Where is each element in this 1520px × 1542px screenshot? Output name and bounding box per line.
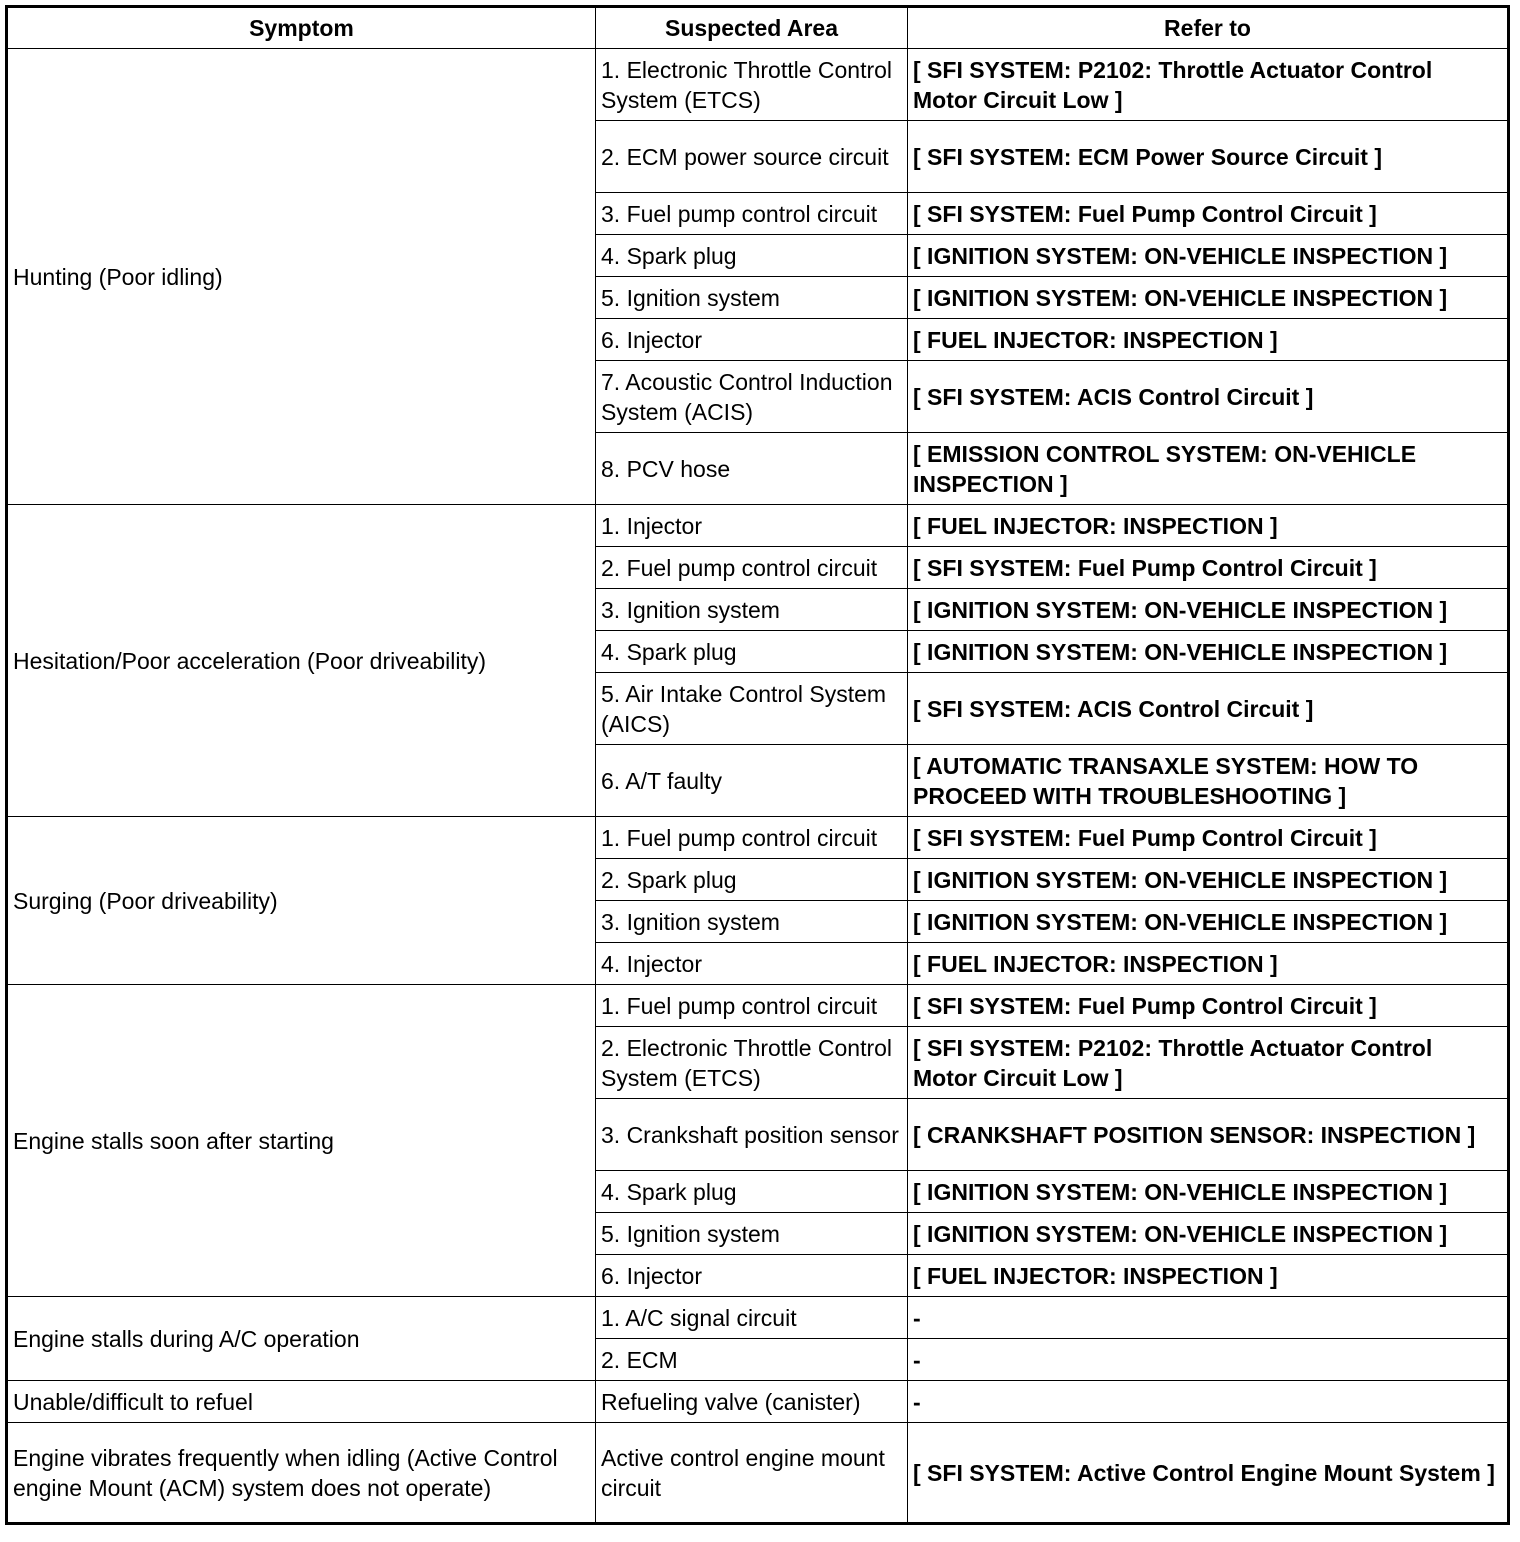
- refer-to-cell: [ SFI SYSTEM: Active Control Engine Mount System ]: [908, 1423, 1509, 1524]
- suspected-area-cell: 3. Crankshaft position sensor: [596, 1099, 908, 1171]
- suspected-area-cell: 5. Ignition system: [596, 277, 908, 319]
- suspected-area-cell: 1. A/C signal circuit: [596, 1297, 908, 1339]
- refer-to-cell: [ FUEL INJECTOR: INSPECTION ]: [908, 943, 1509, 985]
- refer-to-cell: -: [908, 1381, 1509, 1423]
- refer-to-cell: [ IGNITION SYSTEM: ON-VEHICLE INSPECTION ]: [908, 277, 1509, 319]
- refer-to-cell: [ SFI SYSTEM: Fuel Pump Control Circuit ]: [908, 985, 1509, 1027]
- table-row: [7, 1381, 1509, 1423]
- table-row: [7, 1423, 1509, 1524]
- refer-to-cell: [ SFI SYSTEM: ECM Power Source Circuit ]: [908, 121, 1509, 193]
- header-refer-to: Refer to: [908, 7, 1509, 49]
- suspected-area-cell: 8. PCV hose: [596, 433, 908, 505]
- suspected-area-cell: 2. ECM: [596, 1339, 908, 1381]
- suspected-area-cell: 6. Injector: [596, 1255, 908, 1297]
- refer-to-cell: [ IGNITION SYSTEM: ON-VEHICLE INSPECTION ]: [908, 631, 1509, 673]
- table-row: [7, 1297, 1509, 1339]
- refer-to-cell: [ IGNITION SYSTEM: ON-VEHICLE INSPECTION ]: [908, 1171, 1509, 1213]
- suspected-area-cell: Refueling valve (canister): [596, 1381, 908, 1423]
- suspected-area-cell: 3. Ignition system: [596, 901, 908, 943]
- suspected-area-cell: 4. Spark plug: [596, 631, 908, 673]
- refer-to-cell: [ SFI SYSTEM: Fuel Pump Control Circuit ]: [908, 547, 1509, 589]
- refer-to-cell: [ AUTOMATIC TRANSAXLE SYSTEM: HOW TO PROCEED WITH TROUBLESHOOTING ]: [908, 745, 1509, 817]
- suspected-area-cell: 3. Fuel pump control circuit: [596, 193, 908, 235]
- refer-to-cell: [ IGNITION SYSTEM: ON-VEHICLE INSPECTION ]: [908, 859, 1509, 901]
- refer-to-cell: [ SFI SYSTEM: P2102: Throttle Actuator Control Motor Circuit Low ]: [908, 49, 1509, 121]
- suspected-area-cell: 6. Injector: [596, 319, 908, 361]
- suspected-area-cell: 2. ECM power source circuit: [596, 121, 908, 193]
- diagnostic-table: [5, 5, 1510, 1525]
- suspected-area-cell: 3. Ignition system: [596, 589, 908, 631]
- refer-to-cell: [ SFI SYSTEM: Fuel Pump Control Circuit ]: [908, 193, 1509, 235]
- suspected-area-cell: 4. Spark plug: [596, 235, 908, 277]
- suspected-area-cell: 1. Electronic Throttle Control System (ETCS): [596, 49, 908, 121]
- refer-to-cell: [ CRANKSHAFT POSITION SENSOR: INSPECTION ]: [908, 1099, 1509, 1171]
- table-row: [7, 505, 1509, 547]
- suspected-area-cell: Active control engine mount circuit: [596, 1423, 908, 1524]
- suspected-area-cell: 4. Spark plug: [596, 1171, 908, 1213]
- header-suspected-area: Suspected Area: [596, 7, 908, 49]
- refer-to-cell: -: [908, 1339, 1509, 1381]
- symptom-cell: Hunting (Poor idling): [7, 49, 596, 505]
- suspected-area-cell: 7. Acoustic Control Induction System (ACIS): [596, 361, 908, 433]
- refer-to-cell: [ SFI SYSTEM: P2102: Throttle Actuator Control Motor Circuit Low ]: [908, 1027, 1509, 1099]
- refer-to-cell: [ SFI SYSTEM: Fuel Pump Control Circuit ]: [908, 817, 1509, 859]
- suspected-area-cell: 1. Fuel pump control circuit: [596, 985, 908, 1027]
- refer-to-cell: [ EMISSION CONTROL SYSTEM: ON-VEHICLE INSPECTION ]: [908, 433, 1509, 505]
- refer-to-cell: [ FUEL INJECTOR: INSPECTION ]: [908, 1255, 1509, 1297]
- table-row: [7, 817, 1509, 859]
- header-row: [7, 7, 1509, 49]
- symptom-cell: Engine vibrates frequently when idling (Active Control engine Mount (ACM) system does not operate): [7, 1423, 596, 1524]
- symptom-cell: Hesitation/Poor acceleration (Poor driveability): [7, 505, 596, 817]
- refer-to-cell: -: [908, 1297, 1509, 1339]
- symptom-cell: Surging (Poor driveability): [7, 817, 596, 985]
- suspected-area-cell: 6. A/T faulty: [596, 745, 908, 817]
- refer-to-cell: [ IGNITION SYSTEM: ON-VEHICLE INSPECTION ]: [908, 901, 1509, 943]
- refer-to-cell: [ FUEL INJECTOR: INSPECTION ]: [908, 505, 1509, 547]
- suspected-area-cell: 5. Air Intake Control System (AICS): [596, 673, 908, 745]
- refer-to-cell: [ SFI SYSTEM: ACIS Control Circuit ]: [908, 361, 1509, 433]
- refer-to-cell: [ IGNITION SYSTEM: ON-VEHICLE INSPECTION ]: [908, 589, 1509, 631]
- suspected-area-cell: 1. Fuel pump control circuit: [596, 817, 908, 859]
- refer-to-cell: [ IGNITION SYSTEM: ON-VEHICLE INSPECTION ]: [908, 235, 1509, 277]
- symptom-cell: Unable/difficult to refuel: [7, 1381, 596, 1423]
- suspected-area-cell: 2. Electronic Throttle Control System (ETCS): [596, 1027, 908, 1099]
- symptom-cell: Engine stalls during A/C operation: [7, 1297, 596, 1381]
- suspected-area-cell: 1. Injector: [596, 505, 908, 547]
- header-symptom: Symptom: [7, 7, 596, 49]
- suspected-area-cell: 5. Ignition system: [596, 1213, 908, 1255]
- refer-to-cell: [ SFI SYSTEM: ACIS Control Circuit ]: [908, 673, 1509, 745]
- table-body: [7, 49, 1509, 1524]
- suspected-area-cell: 4. Injector: [596, 943, 908, 985]
- suspected-area-cell: 2. Fuel pump control circuit: [596, 547, 908, 589]
- table-row: [7, 985, 1509, 1027]
- refer-to-cell: [ IGNITION SYSTEM: ON-VEHICLE INSPECTION ]: [908, 1213, 1509, 1255]
- refer-to-cell: [ FUEL INJECTOR: INSPECTION ]: [908, 319, 1509, 361]
- table-row: [7, 49, 1509, 121]
- symptom-cell: Engine stalls soon after starting: [7, 985, 596, 1297]
- suspected-area-cell: 2. Spark plug: [596, 859, 908, 901]
